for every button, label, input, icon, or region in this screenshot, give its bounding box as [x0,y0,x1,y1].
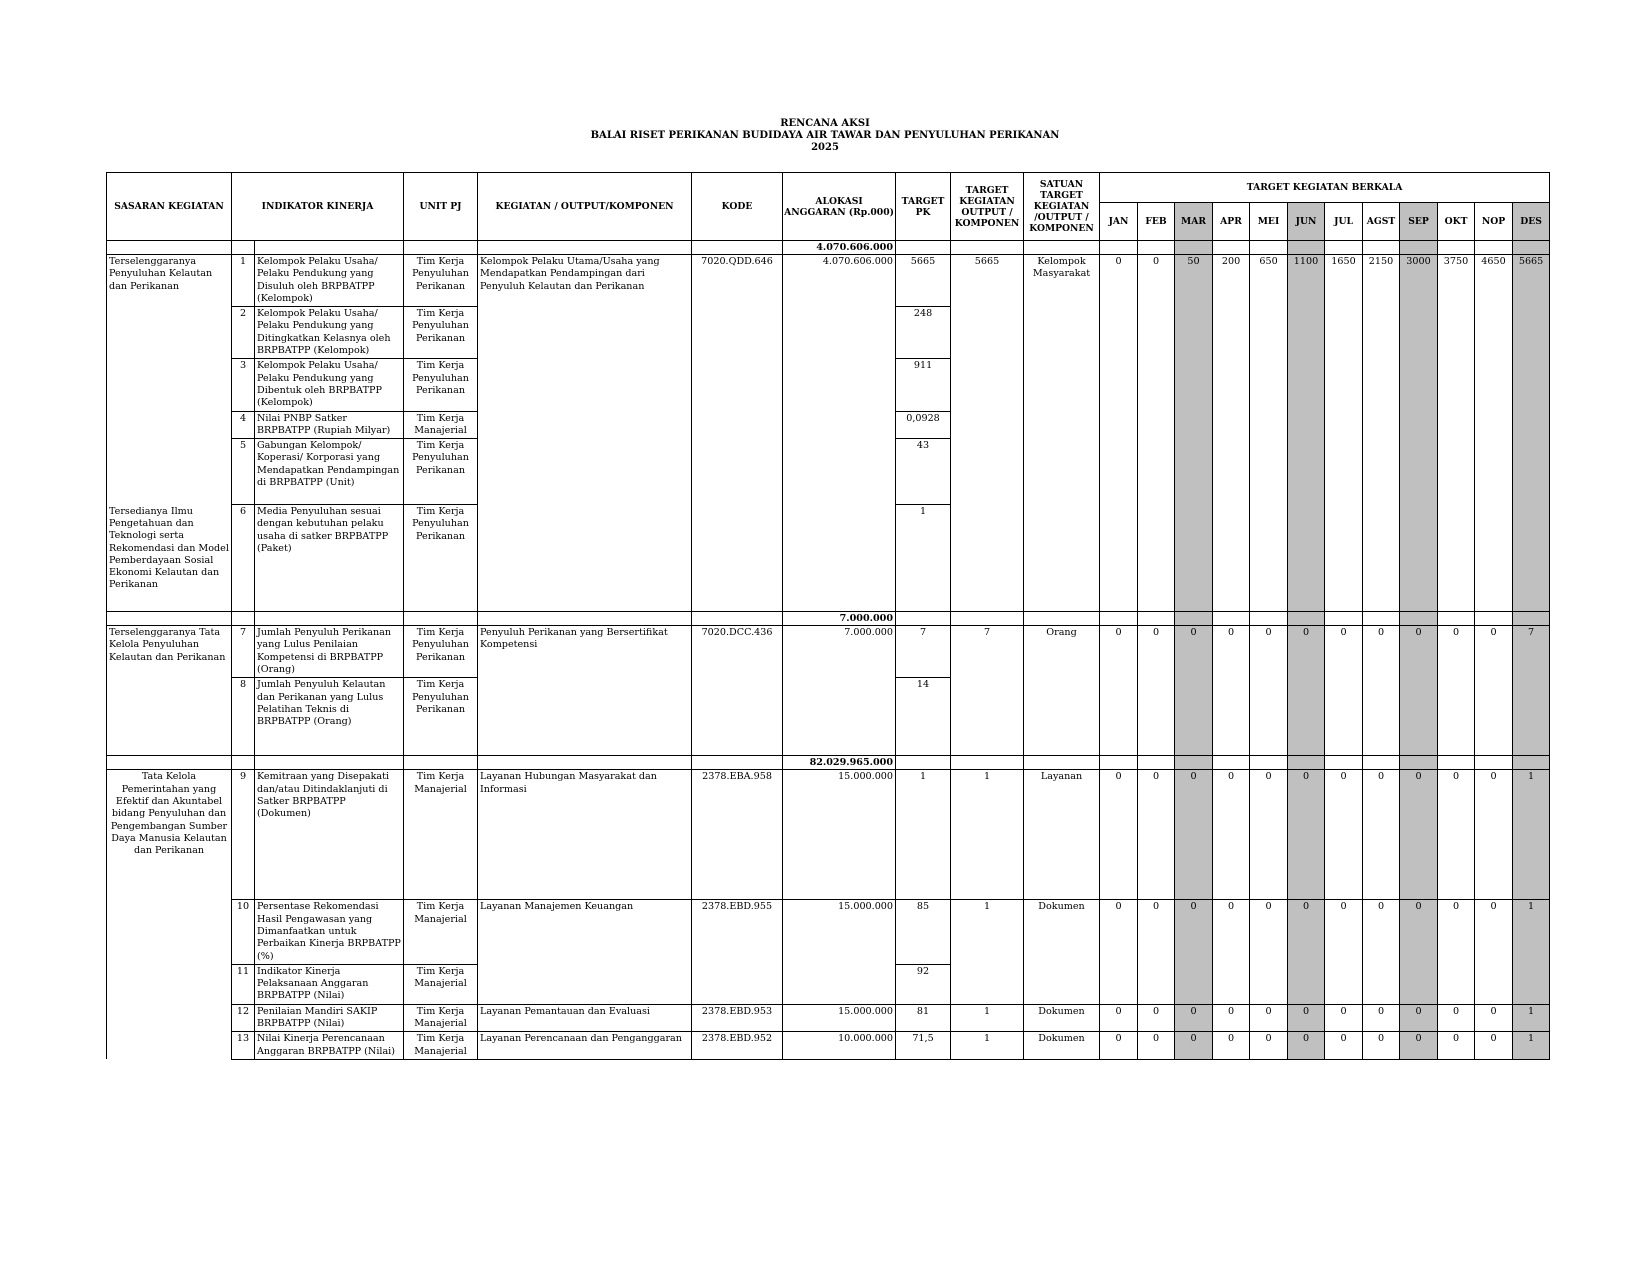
header-sasaran: SASARAN KEGIATAN [107,173,232,241]
month-header: FEB [1138,203,1175,241]
indikator-cell: Penilaian Mandiri SAKIP BRPBATPP (Nilai) [255,1004,404,1032]
month-value: 5665 [1513,255,1550,612]
month-value: 0 [1100,900,1138,1004]
indikator-cell: Persentase Rekomendasi Hasil Pengawasan yang Dimanfaatkan untuk Perbaikan Kinerja BRPBATPP (%) [255,900,404,964]
month-value: 0 [1250,1004,1288,1032]
row-number: 6 [232,505,255,612]
target-pk-cell: 911 [896,359,951,411]
month-value: 0 [1138,1032,1175,1060]
kode-cell: 7020.QDD.646 [692,255,783,612]
satuan-cell: Kelompok Masyarakat [1024,255,1100,612]
month-value: 1 [1513,1004,1550,1032]
month-value: 3000 [1400,255,1438,612]
target-pk-cell: 71,5 [896,1032,951,1060]
satuan-cell: Orang [1024,626,1100,756]
sasaran-cell: Terselenggaranya Penyuluhan Kelautan dan Perikanan [107,255,232,505]
month-value: 0 [1438,626,1475,756]
month-value: 50 [1175,255,1213,612]
target-pk-cell: 248 [896,307,951,359]
target-kegiatan-cell: 1 [951,1004,1024,1032]
unit-cell: Tim Kerja Penyuluhan Perikanan [404,439,478,505]
month-value: 0 [1213,1032,1250,1060]
alokasi-cell: 15.000.000 [783,900,896,1004]
month-value: 0 [1250,626,1288,756]
header-row-1 [107,173,1550,203]
month-value: 0 [1138,900,1175,1004]
table-row [107,770,1550,900]
month-header: JAN [1100,203,1138,241]
kegiatan-cell: Layanan Pemantauan dan Evaluasi [478,1004,692,1032]
month-value: 0 [1288,1032,1325,1060]
unit-cell: Tim Kerja Manajerial [404,900,478,964]
header-unit: UNIT PJ [404,173,478,241]
month-value: 0 [1213,900,1250,1004]
month-value: 0 [1438,1004,1475,1032]
target-kegiatan-cell: 7 [951,626,1024,756]
month-header: NOP [1475,203,1513,241]
unit-cell: Tim Kerja Manajerial [404,964,478,1004]
month-value: 0 [1288,1004,1325,1032]
month-header: JUL [1325,203,1363,241]
target-kegiatan-cell: 1 [951,900,1024,1004]
indikator-cell: Nilai PNBP Satker BRPBATPP (Rupiah Milyar) [255,411,404,439]
month-value: 0 [1475,900,1513,1004]
month-value: 0 [1438,1032,1475,1060]
month-header: MEI [1250,203,1288,241]
target-kegiatan-cell: 1 [951,770,1024,900]
month-header: APR [1213,203,1250,241]
month-value: 0 [1288,900,1325,1004]
indikator-cell: Kelompok Pelaku Usaha/ Pelaku Pendukung yang Ditingkatkan Kelasnya oleh BRPBATPP (Kelompok) [255,307,404,359]
month-value: 0 [1363,900,1400,1004]
month-value: 0 [1213,770,1250,900]
unit-cell: Tim Kerja Penyuluhan Perikanan [404,359,478,411]
month-value: 1 [1513,770,1550,900]
satuan-cell: Dokumen [1024,900,1100,1004]
total-row [107,241,1550,255]
header-berkala: TARGET KEGIATAN BERKALA [1100,173,1550,203]
row-number: 2 [232,307,255,359]
month-value: 0 [1100,255,1138,612]
indikator-cell: Gabungan Kelompok/ Koperasi/ Korporasi yang Mendapatkan Pendampingan di BRPBATPP (Unit) [255,439,404,505]
unit-cell: Tim Kerja Penyuluhan Perikanan [404,255,478,307]
indikator-cell: Kelompok Pelaku Usaha/ Pelaku Pendukung yang Disuluh oleh BRPBATPP (Kelompok) [255,255,404,307]
sasaran-cell: Terselenggaranya Tata Kelola Penyuluhan Kelautan dan Perikanan [107,626,232,756]
title-line-2: BALAI RISET PERIKANAN BUDIDAYA AIR TAWAR DAN PENYULUHAN PERIKANAN [590,130,1060,141]
month-value: 0 [1100,1032,1138,1060]
month-value: 0 [1138,255,1175,612]
month-value: 2150 [1363,255,1400,612]
month-value: 0 [1138,626,1175,756]
kegiatan-cell: Penyuluh Perikanan yang Bersertifikat Kompetensi [478,626,692,756]
month-value: 0 [1325,770,1363,900]
indikator-cell: Nilai Kinerja Perencanaan Anggaran BRPBATPP (Nilai) [255,1032,404,1060]
month-value: 0 [1100,770,1138,900]
month-value: 0 [1213,1004,1250,1032]
month-value: 1100 [1288,255,1325,612]
header-kegiatan: KEGIATAN / OUTPUT/KOMPONEN [478,173,692,241]
row-number: 12 [232,1004,255,1032]
row-number: 3 [232,359,255,411]
sasaran-cell: Tersedianya Ilmu Pengetahuan dan Teknologi serta Rekomendasi dan Model Pemberdayaan Sosial Ekonomi Kelautan dan Perikanan [107,505,232,612]
kode-cell: 7020.DCC.436 [692,626,783,756]
month-value: 0 [1100,626,1138,756]
kode-cell: 2378.EBA.958 [692,770,783,900]
month-value: 1 [1513,1032,1550,1060]
indikator-cell: Kelompok Pelaku Usaha/ Pelaku Pendukung yang Dibentuk oleh BRPBATPP (Kelompok) [255,359,404,411]
header-kode: KODE [692,173,783,241]
kode-cell: 2378.EBD.953 [692,1004,783,1032]
month-header: AGST [1363,203,1400,241]
month-value: 0 [1400,900,1438,1004]
unit-cell: Tim Kerja Penyuluhan Perikanan [404,626,478,678]
target-pk-cell: 85 [896,900,951,964]
month-value: 7 [1513,626,1550,756]
unit-cell: Tim Kerja Manajerial [404,411,478,439]
alokasi-cell: 15.000.000 [783,770,896,900]
row-number: 4 [232,411,255,439]
month-value: 0 [1175,626,1213,756]
month-value: 0 [1213,626,1250,756]
month-value: 4650 [1475,255,1513,612]
month-value: 0 [1363,770,1400,900]
month-value: 0 [1325,900,1363,1004]
title-line-3: 2025 [811,142,839,153]
kode-cell: 2378.EBD.955 [692,900,783,1004]
total-amount: 82.029.965.000 [783,756,896,770]
month-value: 0 [1138,770,1175,900]
month-value: 0 [1400,1032,1438,1060]
month-value: 0 [1250,900,1288,1004]
month-value: 0 [1438,770,1475,900]
month-value: 0 [1175,900,1213,1004]
kegiatan-cell: Kelompok Pelaku Utama/Usaha yang Mendapatkan Pendampingan dari Penyuluh Kelautan dan Perikanan [478,255,692,612]
month-value: 0 [1325,1004,1363,1032]
header-satuan: SATUAN TARGET KEGIATAN /OUTPUT / KOMPONEN [1024,173,1100,241]
target-pk-cell: 43 [896,439,951,505]
table-row [107,626,1550,678]
row-number: 11 [232,964,255,1004]
month-value: 0 [1250,770,1288,900]
month-header: MAR [1175,203,1213,241]
unit-cell: Tim Kerja Penyuluhan Perikanan [404,678,478,756]
indikator-cell: Indikator Kinerja Pelaksanaan Anggaran BRPBATPP (Nilai) [255,964,404,1004]
month-header: JUN [1288,203,1325,241]
month-value: 0 [1438,900,1475,1004]
unit-cell: Tim Kerja Manajerial [404,770,478,900]
month-value: 0 [1475,770,1513,900]
unit-cell: Tim Kerja Penyuluhan Perikanan [404,307,478,359]
table-row [107,900,1550,964]
document-title [0,118,1650,154]
month-value: 0 [1363,1032,1400,1060]
month-value: 0 [1288,770,1325,900]
row-number: 8 [232,678,255,756]
target-pk-cell: 7 [896,626,951,678]
month-value: 0 [1250,1032,1288,1060]
satuan-cell: Dokumen [1024,1004,1100,1032]
target-pk-cell: 5665 [896,255,951,307]
alokasi-cell: 15.000.000 [783,1004,896,1032]
target-pk-cell: 1 [896,505,951,612]
target-pk-cell: 14 [896,678,951,756]
row-number: 9 [232,770,255,900]
sasaran-cell: Tata Kelola Pemerintahan yang Efektif dan Akuntabel bidang Penyuluhan dan Pengembangan Sumber Daya Manusia Kelautan dan Perikanan [107,770,232,1060]
satuan-cell: Dokumen [1024,1032,1100,1060]
indikator-cell: Media Penyuluhan sesuai dengan kebutuhan pelaku usaha di satker BRPBATPP (Paket) [255,505,404,612]
rencana-aksi-table [106,172,1550,1060]
indikator-cell: Kemitraan yang Disepakati dan/atau Ditindaklanjuti di Satker BRPBATPP (Dokumen) [255,770,404,900]
month-value: 0 [1400,626,1438,756]
kode-cell: 2378.EBD.952 [692,1032,783,1060]
month-value: 200 [1213,255,1250,612]
month-value: 0 [1363,626,1400,756]
row-number: 10 [232,900,255,964]
month-value: 3750 [1438,255,1475,612]
unit-cell: Tim Kerja Manajerial [404,1004,478,1032]
row-number: 5 [232,439,255,505]
kegiatan-cell: Layanan Manajemen Keuangan [478,900,692,1004]
month-value: 1650 [1325,255,1363,612]
target-pk-cell: 1 [896,770,951,900]
kegiatan-cell: Layanan Hubungan Masyarakat dan Informasi [478,770,692,900]
header-target-kegiatan: TARGET KEGIATAN OUTPUT / KOMPONEN [951,173,1024,241]
month-value: 0 [1175,770,1213,900]
target-pk-cell: 0,0928 [896,411,951,439]
row-number: 1 [232,255,255,307]
header-indikator: INDIKATOR KINERJA [232,173,404,241]
kegiatan-cell: Layanan Perencanaan dan Penganggaran [478,1032,692,1060]
header-alokasi: ALOKASI ANGGARAN (Rp.000) [783,173,896,241]
total-row [107,612,1550,626]
month-value: 0 [1325,1032,1363,1060]
row-number: 13 [232,1032,255,1060]
month-value: 0 [1175,1004,1213,1032]
month-value: 0 [1288,626,1325,756]
month-value: 0 [1325,626,1363,756]
month-value: 0 [1475,626,1513,756]
month-value: 650 [1250,255,1288,612]
row-number: 7 [232,626,255,678]
target-pk-cell: 92 [896,964,951,1004]
month-value: 0 [1400,1004,1438,1032]
total-amount: 7.000.000 [783,612,896,626]
header-target-pk: TARGET PK [896,173,951,241]
month-header: SEP [1400,203,1438,241]
alokasi-cell: 7.000.000 [783,626,896,756]
title-line-1: RENCANA AKSI [780,118,870,129]
unit-cell: Tim Kerja Manajerial [404,1032,478,1060]
unit-cell: Tim Kerja Penyuluhan Perikanan [404,505,478,612]
month-value: 0 [1100,1004,1138,1032]
month-value: 0 [1138,1004,1175,1032]
month-value: 0 [1475,1032,1513,1060]
month-value: 1 [1513,900,1550,1004]
month-value: 0 [1175,1032,1213,1060]
total-row [107,756,1550,770]
total-amount: 4.070.606.000 [783,241,896,255]
indikator-cell: Jumlah Penyuluh Kelautan dan Perikanan yang Lulus Pelatihan Teknis di BRPBATPP (Orang) [255,678,404,756]
month-header: DES [1513,203,1550,241]
alokasi-cell: 10.000.000 [783,1032,896,1060]
target-kegiatan-cell: 5665 [951,255,1024,612]
month-header: OKT [1438,203,1475,241]
target-pk-cell: 81 [896,1004,951,1032]
target-kegiatan-cell: 1 [951,1032,1024,1060]
month-value: 0 [1475,1004,1513,1032]
table-row [107,1032,1550,1060]
table-row [107,255,1550,307]
alokasi-cell: 4.070.606.000 [783,255,896,612]
table-row [107,1004,1550,1032]
satuan-cell: Layanan [1024,770,1100,900]
month-value: 0 [1400,770,1438,900]
indikator-cell: Jumlah Penyuluh Perikanan yang Lulus Penilaian Kompetensi di BRPBATPP (Orang) [255,626,404,678]
month-value: 0 [1363,1004,1400,1032]
